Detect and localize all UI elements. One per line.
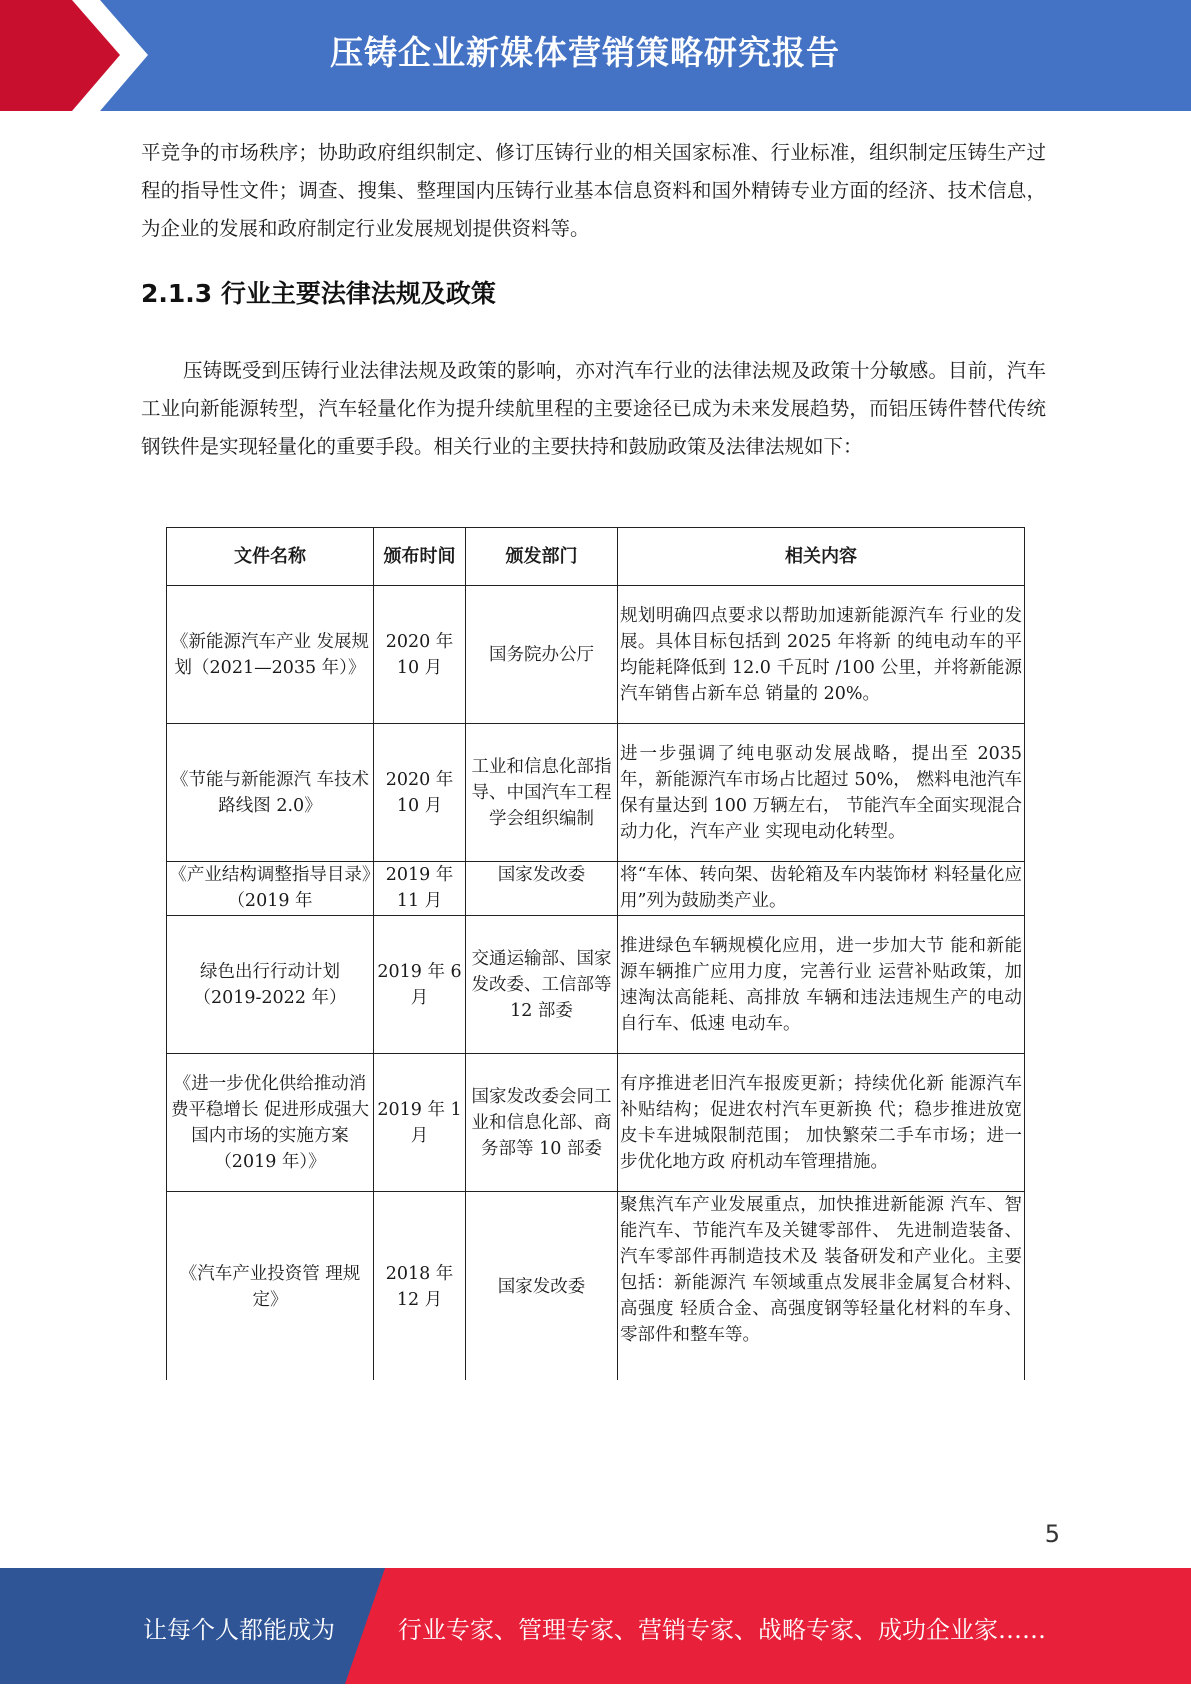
footer-slogan-right: 行业专家、管理专家、营销专家、战略专家、成功企业家……	[398, 1616, 1046, 1644]
header-cell-name: 文件名称	[167, 528, 374, 586]
cell-document-name: 《产业结构调整指导目录》（2019 年	[167, 862, 374, 916]
table-row	[167, 1054, 1025, 1192]
cell-content: 规划明确四点要求以帮助加速新能源汽车 行业的发展。具体目标包括到 2025 年将新 的纯电动车的平均能耗降低到 12.0 千瓦时 /100 公里，并将新能源汽车销售占新车总 销量的 20%。	[618, 586, 1025, 724]
table-header-row	[167, 528, 1025, 586]
cell-issue-date: 2020 年 10 月	[374, 724, 466, 862]
cell-issue-date: 2020 年 10 月	[374, 586, 466, 724]
cell-content: 将“车体、转向架、齿轮箱及车内装饰材 料轻量化应用”列为鼓励类产业。	[618, 862, 1025, 916]
paragraph-continuation: 平竞争的市场秩序；协助政府组织制定、修订压铸行业的相关国家标准、行业标准，组织制定压铸生产过程的指导性文件；调查、搜集、整理国内压铸行业基本信息资料和国外精铸专业方面的经济、技术信息，为企业的发展和政府制定行业发展规划提供资料等。	[141, 141, 1046, 240]
page-footer	[0, 1568, 1191, 1684]
table-row	[167, 724, 1025, 862]
section-heading: 2.1.3 行业主要法律法规及政策	[141, 279, 496, 308]
cell-issue-date: 2018 年 12 月	[374, 1192, 466, 1382]
header-cell-dept: 颁发部门	[466, 528, 618, 586]
report-title: 压铸企业新媒体营销策略研究报告	[330, 33, 840, 72]
table-row	[167, 1192, 1025, 1382]
cell-document-name: 绿色出行行动计划（2019-2022 年）	[167, 916, 374, 1054]
table-row	[167, 862, 1025, 916]
cell-issue-date: 2019 年 6 月	[374, 916, 466, 1054]
policy-table	[166, 527, 1025, 1382]
cell-content: 进一步强调了纯电驱动发展战略，提出至 2035 年，新能源汽车市场占比超过 50%， 燃料电池汽车保有量达到 100 万辆左右， 节能汽车全面实现混合动力化，汽车产业 实现电动化转型。	[618, 724, 1025, 862]
page-number: 5	[1044, 1520, 1060, 1548]
cell-issuing-dept: 国务院办公厅	[466, 586, 618, 724]
header-cell-date: 颁布时间	[374, 528, 466, 586]
cell-issuing-dept: 国家发改委会同工业和信息化部、商务部等 10 部委	[466, 1054, 618, 1192]
cell-document-name: 《新能源汽车产业 发展规划（2021—2035 年）》	[167, 586, 374, 724]
cell-issuing-dept: 交通运输部、国家发改委、工信部等 12 部委	[466, 916, 618, 1054]
paragraph-intro: 压铸既受到压铸行业法律法规及政策的影响，亦对汽车行业的法律法规及政策十分敏感。目前，汽车工业向新能源转型，汽车轻量化作为提升续航里程的主要途径已成为未来发展趋势，而铝压铸件替代传统钢铁件是实现轻量化的重要手段。相关行业的主要扶持和鼓励政策及法律法规如下：	[141, 359, 1046, 458]
footer-slogan-left: 让每个人都能成为	[143, 1616, 335, 1644]
header-cell-content: 相关内容	[618, 528, 1025, 586]
cell-issuing-dept: 国家发改委	[466, 1192, 618, 1382]
table-open-bottom-edge	[165, 1380, 1025, 1384]
cell-issuing-dept: 国家发改委	[466, 862, 618, 916]
cell-issue-date: 2019 年 11 月	[374, 862, 466, 916]
cell-document-name: 《汽车产业投资管 理规定》	[167, 1192, 374, 1382]
cell-document-name: 《进一步优化供给推动消费平稳增长 促进形成强大国内市场的实施方案（2019 年）》	[167, 1054, 374, 1192]
cell-document-name: 《节能与新能源汽 车技术路线图 2.0》	[167, 724, 374, 862]
page-header	[0, 0, 1191, 111]
cell-content: 聚焦汽车产业发展重点，加快推进新能源 汽车、智能汽车、节能汽车及关键零部件、 先进制造装备、汽车零部件再制造技术及 装备研发和产业化。主要包括：新能源汽 车领域重点发展非金属复合材料、高强度 轻质合金、高强度钢等轻量化材料的车身、 零部件和整车等。	[618, 1192, 1025, 1382]
cell-issue-date: 2019 年 1 月	[374, 1054, 466, 1192]
cell-issuing-dept: 工业和信息化部指导、中国汽车工程学会组织编制	[466, 724, 618, 862]
table-row	[167, 586, 1025, 724]
cell-content: 有序推进老旧汽车报废更新；持续优化新 能源汽车补贴结构；促进农村汽车更新换 代；稳步推进放宽皮卡车进城限制范围； 加快繁荣二手车市场；进一步优化地方政 府机动车管理措施。	[618, 1054, 1025, 1192]
table-row	[167, 916, 1025, 1054]
cell-content: 推进绿色车辆规模化应用，进一步加大节 能和新能源车辆推广应用力度，完善行业 运营补贴政策，加速淘汰高能耗、高排放 车辆和违法违规生产的电动自行车、低速 电动车。	[618, 916, 1025, 1054]
